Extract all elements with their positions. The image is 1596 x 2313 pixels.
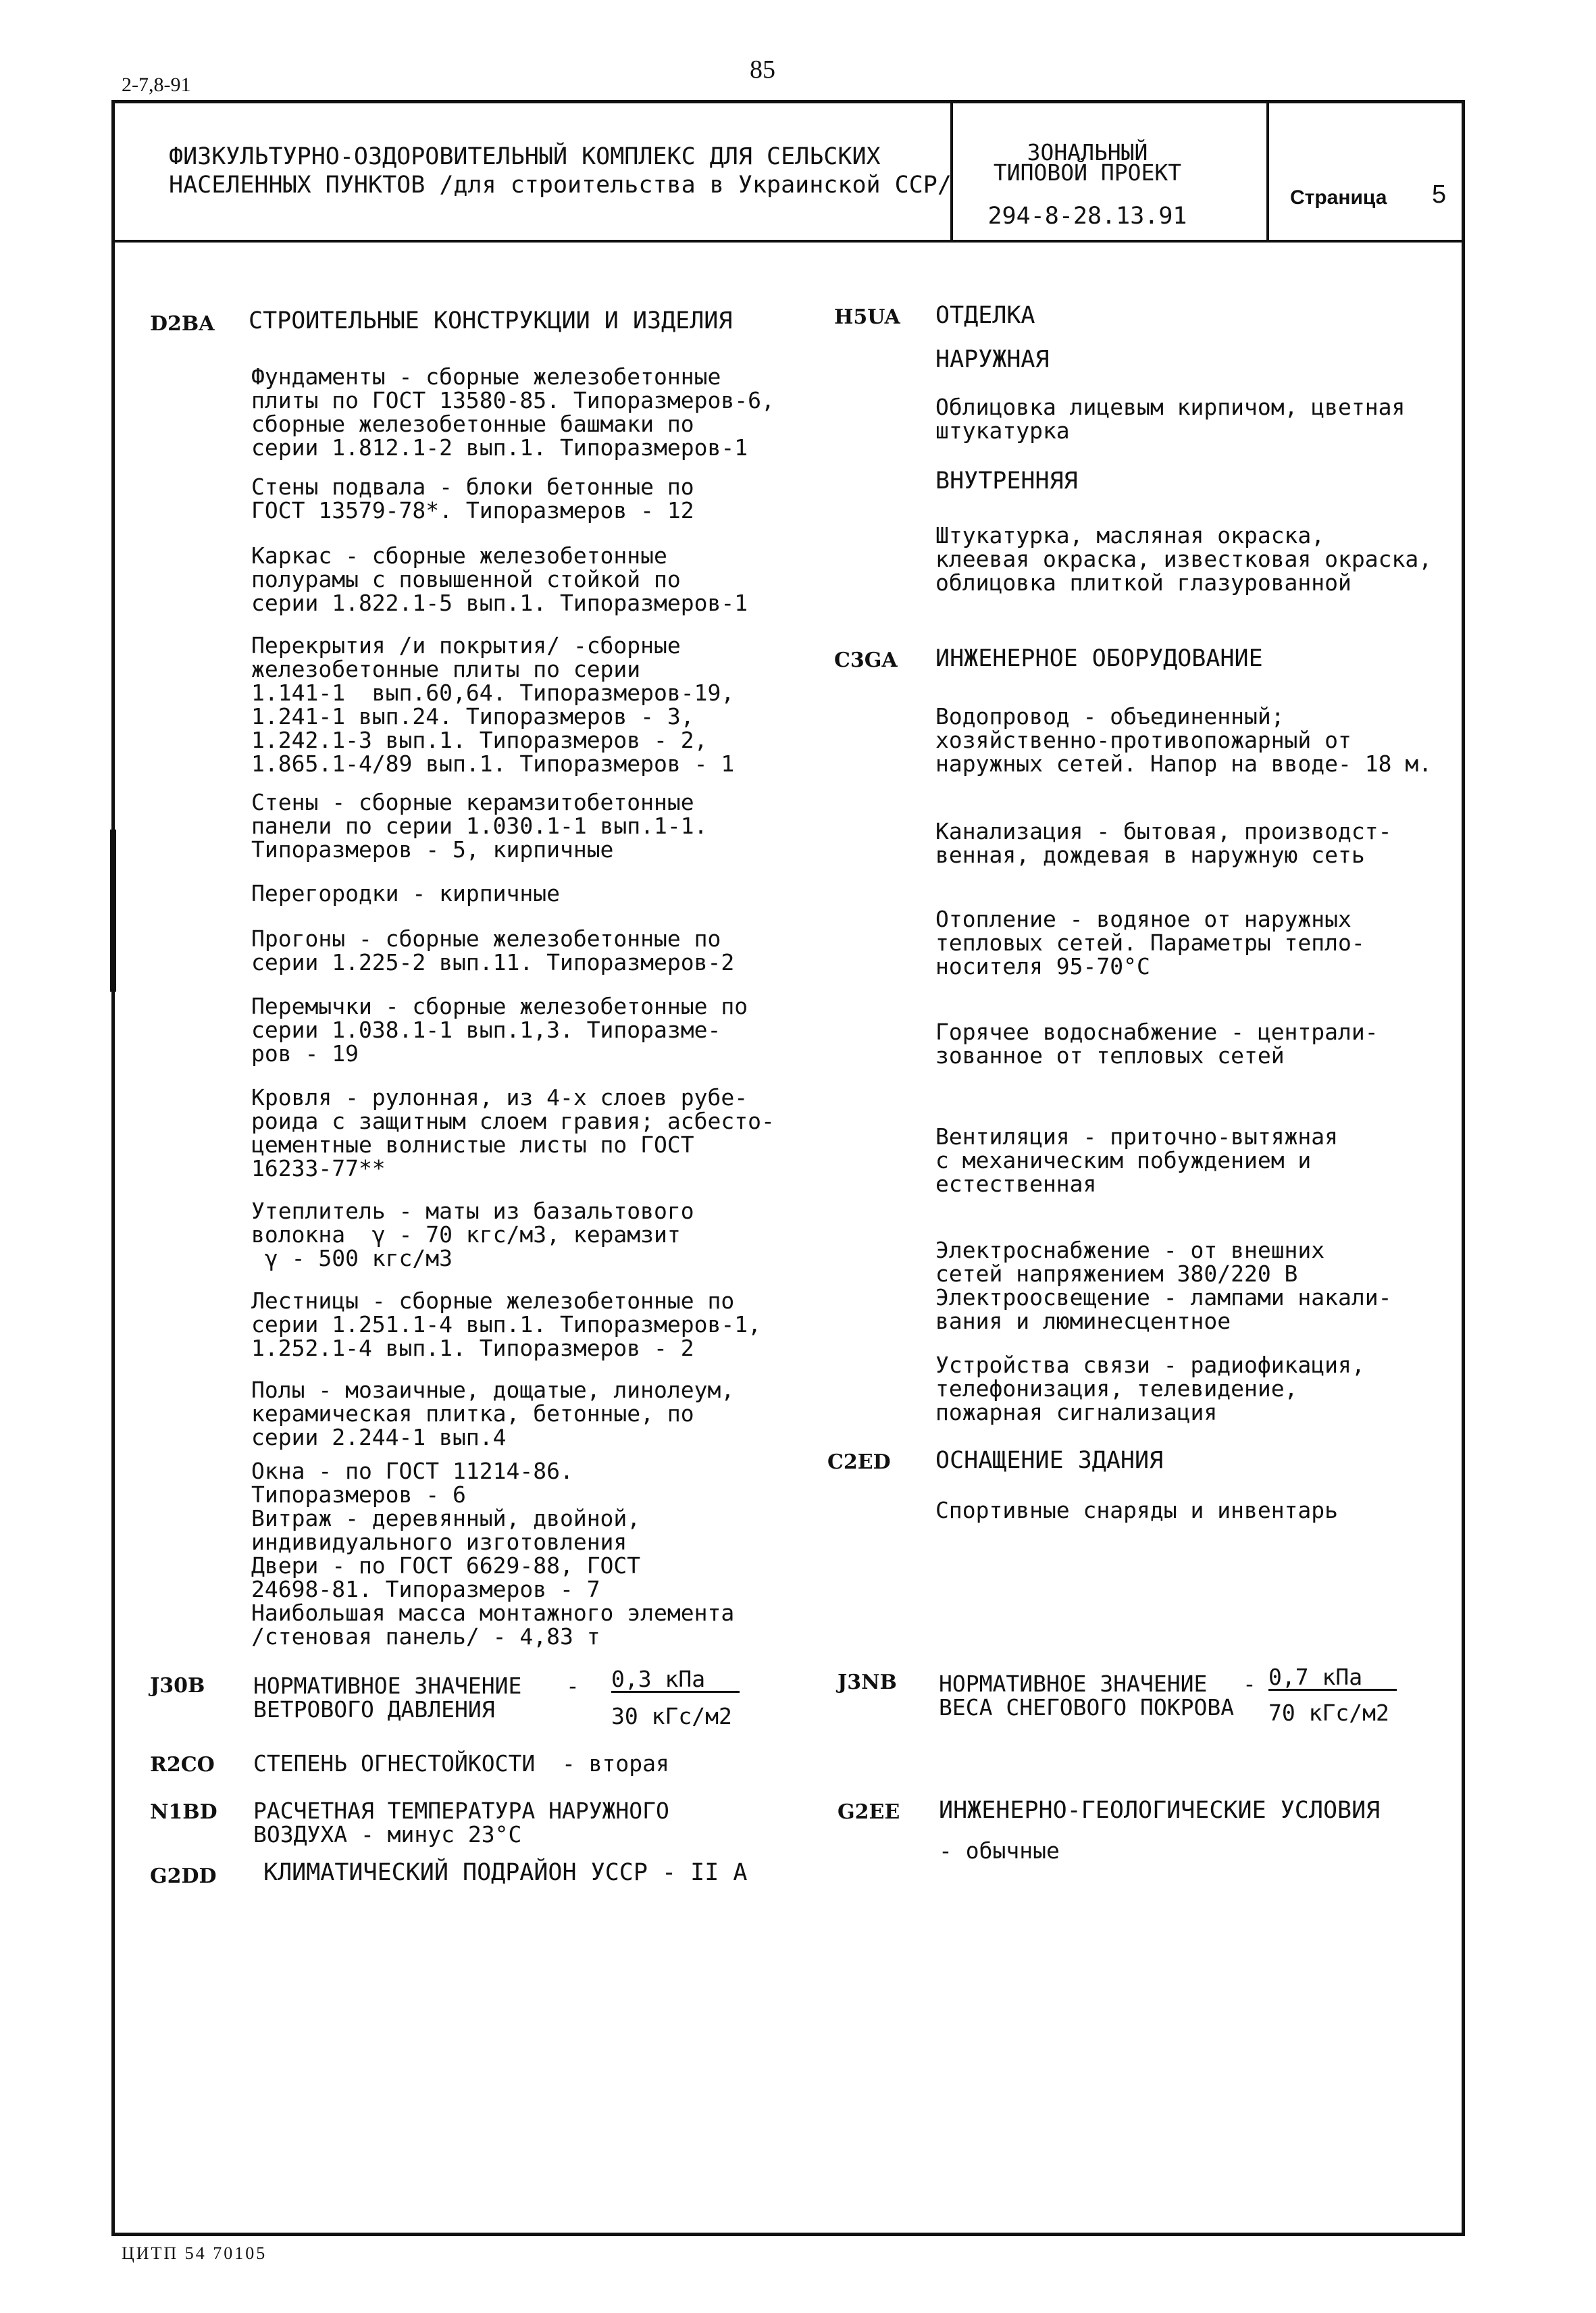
code-h5ua: H5UA	[834, 305, 900, 329]
project-type	[986, 139, 1189, 186]
item-basement-walls: Стены подвала - блоки бетонные по ГОСТ 13579-78*. Типоразмеров - 12	[251, 474, 694, 524]
project-title-line2: НАСЕЛЕННЫХ ПУНКТОВ /для строительства в Украинской ССР/	[169, 172, 952, 199]
project-title	[169, 143, 952, 199]
snow-load-label: НОРМАТИВНОЕ ЗНАЧЕНИЕ ВЕСА СНЕГОВОГО ПОКРОВА	[939, 1671, 1235, 1721]
item-communications: Устройства связи - радиофикация, телефонизация, телевидение, пожарная сигнализация	[935, 1352, 1365, 1425]
item-foundations: Фундаменты - сборные железобетонные плиты по ГОСТ 13580-85. Типоразмеров-6, сборные железобетонные башмаки по серии 1.812.1-2 вып.1. Типоразмеров-1	[251, 363, 775, 461]
fire-resistance: СТЕПЕНЬ ОГНЕСТОЙКОСТИ - вторая	[253, 1750, 669, 1777]
heading-finishing: ОТДЕЛКА	[935, 302, 1035, 329]
design-temperature: РАСЧЕТНАЯ ТЕМПЕРАТУРА НАРУЖНОГО ВОЗДУХА - минус 23°С	[253, 1798, 669, 1848]
interior-finish: Штукатурка, масляная окраска, клеевая окраска, известковая окраска, облицовка плиткой глазурованной	[935, 522, 1433, 596]
project-title-line1: ФИЗКУЛЬТУРНО-ОЗДОРОВИТЕЛЬНЫЙ КОМПЛЕКС ДЛЯ СЕЛЬСКИХ	[169, 143, 881, 170]
code-g2dd: G2DD	[150, 1864, 217, 1888]
item-water-supply: Водопровод - объединенный; хозяйственно-противопожарный от наружных сетей. Напор на вводе- 18 м.	[935, 703, 1433, 777]
code-d2ba: D2BA	[150, 312, 215, 336]
item-floors-roofs: Перекрытия /и покрытия/ -сборные железобетонные плиты по серии 1.141-1 вып.60,64. Типоразмеров-19, 1.241-1 вып.24. Типоразмеров - 3, 1.242.1-3 вып.1. Типоразмеров - 2, 1.865.1-4/89 вып.1. Типоразмеров - 1	[251, 632, 735, 777]
snow-load-kpa: 0,7 кПа	[1268, 1665, 1397, 1691]
sheet-label: Страница	[1290, 186, 1387, 209]
climate-subregion: КЛИМАТИЧЕСКИЙ ПОДРАЙОН УССР - II А	[263, 1859, 748, 1886]
subheading-exterior: НАРУЖНАЯ	[935, 346, 1050, 373]
heading-engineering: ИНЖЕНЕРНОЕ ОБОРУДОВАНИЕ	[935, 645, 1263, 672]
heading-structures: СТРОИТЕЛЬНЫЕ КОНСТРУКЦИИ И ИЗДЕЛИЯ	[249, 307, 733, 334]
snow-load-kgs: 70 кГс/м2	[1268, 1700, 1389, 1726]
project-code: 294-8-28.13.91	[987, 203, 1187, 230]
wind-pressure-kgs: 30 кГс/м2	[611, 1703, 732, 1729]
heading-equipment: ОСНАЩЕНИЕ ЗДАНИЯ	[935, 1447, 1164, 1474]
code-r2co: R2CO	[150, 1753, 215, 1777]
geology-conditions: - обычные	[939, 1837, 1060, 1864]
sports-equipment: Спортивные снаряды и инвентарь	[935, 1497, 1339, 1523]
item-roofing: Кровля - рулонная, из 4-х слоев рубе- роида с защитным слоем гравия; асбесто- цементные волнистые листы по ГОСТ 16233-77**	[251, 1084, 775, 1181]
project-type-line2: ТИПОВОЙ ПРОЕКТ	[993, 159, 1182, 186]
code-j30b: J30B	[150, 1674, 205, 1698]
item-electrical: Электроснабжение - от внешних сетей напряжением 380/220 В Электроосвещение - лампами накали- вания и люминесцентное	[935, 1237, 1392, 1334]
item-insulation: Утеплитель - маты из базальтового волокна γ - 70 кгс/м3, керамзит γ - 500 кгс/м3	[251, 1198, 694, 1271]
page-number: 85	[750, 55, 775, 84]
item-sewerage: Канализация - бытовая, производст- венная, дождевая в наружную сеть	[935, 818, 1392, 868]
wind-pressure-dash: -	[566, 1673, 580, 1699]
bottom-stamp: ЦИТП 54 70105	[122, 2243, 267, 2263]
item-partitions: Перегородки - кирпичные	[251, 880, 560, 907]
item-stairs: Лестницы - сборные железобетонные по серии 1.251.1-4 вып.1. Типоразмеров-1, 1.252.1-4 вып.1. Типоразмеров - 2	[251, 1288, 761, 1361]
title-divider-1	[950, 103, 953, 240]
title-divider-2	[1266, 103, 1269, 240]
heading-geology: ИНЖЕНЕРНО-ГЕОЛОГИЧЕСКИЕ УСЛОВИЯ	[939, 1797, 1381, 1824]
project-type-line1: ЗОНАЛЬНЫЙ	[1027, 139, 1148, 166]
item-lintels: Перемычки - сборные железобетонные по серии 1.038.1-1 вып.1,3. Типоразме- ров - 19	[251, 993, 748, 1067]
wind-pressure-kpa: 0,3 кПа	[611, 1667, 740, 1693]
corner-code: 2-7,8-91	[122, 74, 191, 96]
snow-load-dash: -	[1243, 1671, 1256, 1697]
item-purlins: Прогоны - сборные железобетонные по серии 1.225-2 вып.11. Типоразмеров-2	[251, 925, 735, 975]
item-flooring: Полы - мозаичные, дощатые, линолеум, керамическая плитка, бетонные, по серии 2.244-1 вып.4	[251, 1377, 735, 1450]
code-c2ed: C2ED	[827, 1450, 891, 1474]
wind-pressure-label: НОРМАТИВНОЕ ЗНАЧЕНИЕ ВЕТРОВОГО ДАВЛЕНИЯ	[253, 1673, 522, 1723]
subheading-interior: ВНУТРЕННЯЯ	[935, 467, 1078, 494]
code-c3ga: C3GA	[834, 649, 898, 672]
item-frame: Каркас - сборные железобетонные полурамы с повышенной стойкой по серии 1.822.1-5 вып.1. Типоразмеров-1	[251, 542, 748, 616]
code-n1bd: N1BD	[150, 1800, 217, 1824]
title-block	[115, 103, 1462, 243]
code-g2ee: G2EE	[838, 1800, 900, 1824]
item-ventilation: Вентиляция - приточно-вытяжная с механическим побуждением и естественная	[935, 1123, 1339, 1197]
item-heating: Отопление - водяное от наружных тепловых сетей. Параметры тепло- носителя 95-70°С	[935, 906, 1365, 980]
item-hot-water: Горячее водоснабжение - централи- зованное от тепловых сетей	[935, 1019, 1379, 1069]
exterior-finish: Облицовка лицевым кирпичом, цветная штукатурка	[935, 394, 1406, 444]
item-windows-doors: Окна - по ГОСТ 11214-86. Типоразмеров - 6 Витраж - деревянный, двойной, индивидуального изготовления Двери - по ГОСТ 6629-88, ГОСТ 24698-81. Типоразмеров - 7 Наибольшая масса монтажного элемента /стеновая панель/ - 4,83 т	[251, 1458, 735, 1650]
code-j3nb: J3NB	[838, 1671, 897, 1694]
item-walls: Стены - сборные керамзитобетонные панели по серии 1.030.1-1 вып.1-1. Типоразмеров - 5, кирпичные	[251, 789, 708, 863]
sheet-number: 5	[1432, 180, 1447, 209]
